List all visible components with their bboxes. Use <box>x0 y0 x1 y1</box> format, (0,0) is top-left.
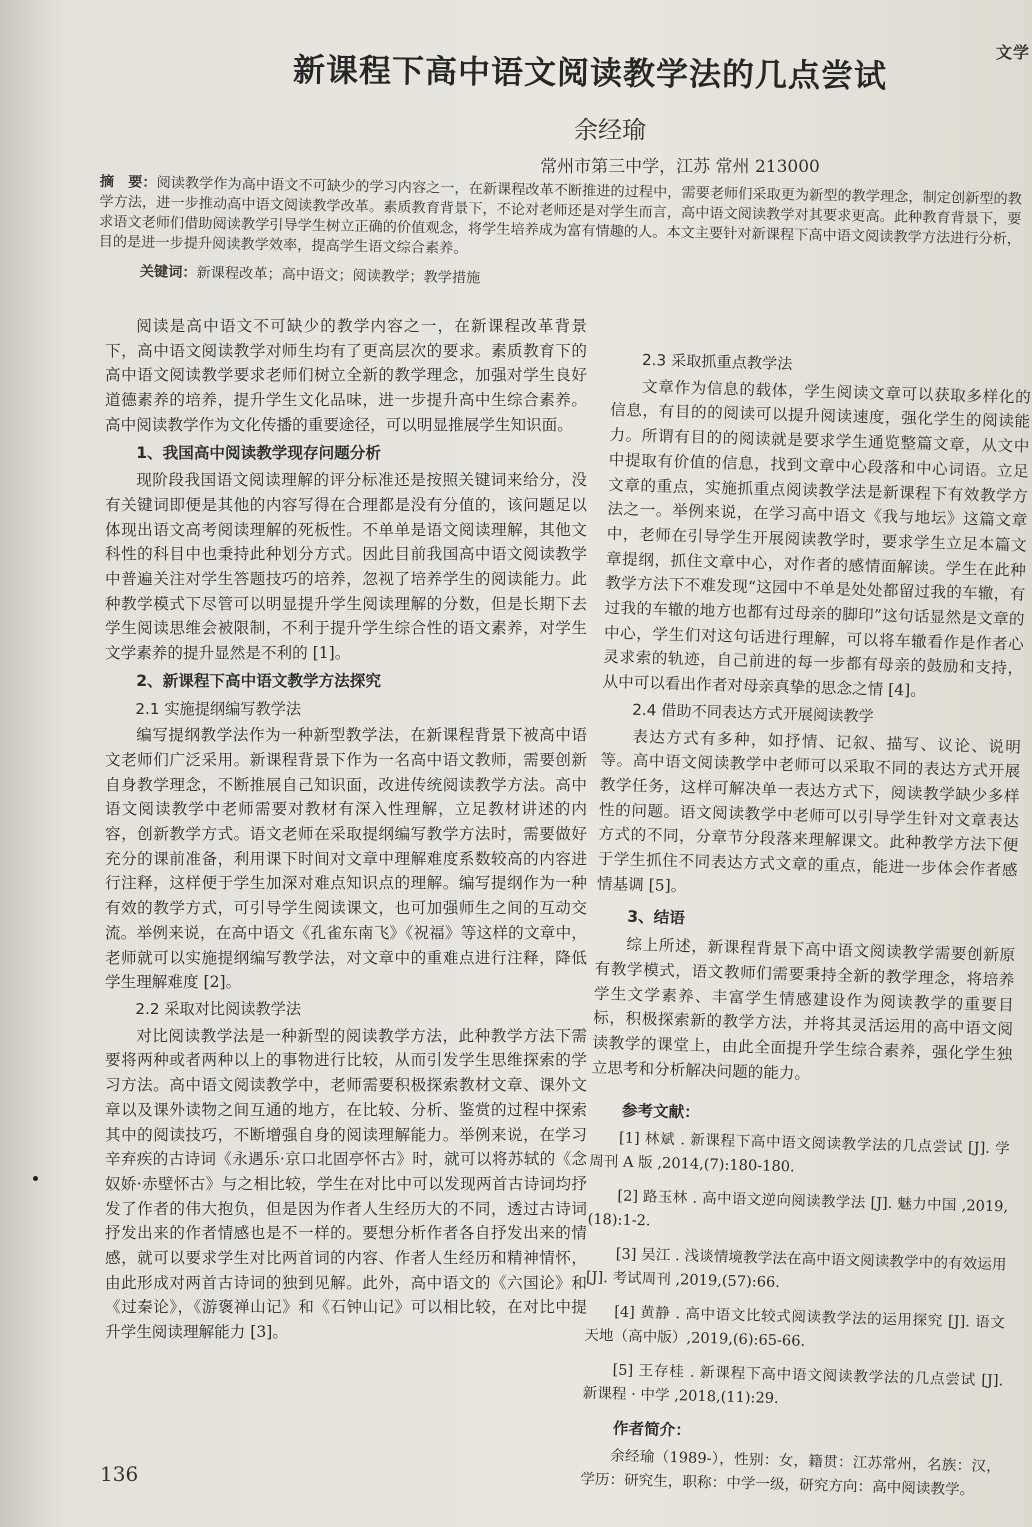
section-2-2-paragraph: 对比阅读教学法是一种新型的阅读教学方法，此种教学方法下需要将两种或者两种以上的事物进行比较，从而引发学生思维探索的学习方法。高中语文阅读教学中，老师需要积极探索教材文章、课外文章以及课外读物之间互通的地方，在比较、分析、鉴赏的过程中探索其中的阅读技巧，不断增强自身的阅读理解能力。举例来说，在学习辛弃疾的古诗词《永遇乐·京口北固亭怀古》时，就可以将苏轼的《念奴娇·赤壁怀古》与之相比较，学生在对比中可以发现两首古诗词均抒发了作者的伟大抱负，但是因为作者人生经历大的不同，透过古诗词抒发出来的作者情感也是不一样的。要想分析作者各自抒发出来的情感，就可以要求学生对比两首词的内容、作者人生经历和精神情怀，由此形成对两首古诗词的独到见解。此外，高中语文的《六国论》和《过秦论》，《游褒禅山记》和《石钟山记》可以相比较，在对比中提升学生阅读理解能力 [3]。 <box>105 1026 587 1342</box>
section-1-paragraph: 现阶段我国语文阅读理解的评分标准还是按照关键词来给分，没有关键词即便是其他的内容写得在合理都是没有分值的，该问题足以体现出语文高考阅读理解的死板性。不单单是语文阅读理解，其他文科性的科目中也秉持此种划分方式。因此目前我国高中语文阅读教学中普遍关注对学生答题技巧的培养，忽视了培养学生的阅读能力。此种教学模式下尽管可以明显提升学生阅读理解的分数，但是长期下去学生阅读思维会被限制，不利于提升学生综合性的语文素养，对学生文学素养的提升显然是不利的 [1]。 <box>105 471 587 663</box>
section-corner-tag: 文学 <box>995 43 1030 62</box>
section-1-heading: 1、我国高中阅读教学现存问题分析 <box>136 443 381 462</box>
section-2-2-heading: 2.2 采取对比阅读教学法 <box>135 999 302 1018</box>
keywords <box>140 262 1020 299</box>
section-2-1-paragraph: 编写提纲教学法作为一种新型教学法，在新课程背景下被高中语文老师们广泛采用。新课程背景下作为一名高中语文教师，需要创新自身教学理念，不断推展自己知识面，改进传统阅读教学方法。高中语文阅读教学中老师需要对教材有深入性理解，立足教材讲述的内容，创新教学方式。语文老师在采取提纲编写教学方法时，需要做好充分的课前准备，利用课下时间对文章中理解难度系数较高的内容进行注释，这样便于学生加深对难点知识点的理解。编写提纲作为一种有效的教学方式，可引导学生阅读课文，也可加强师生之间的互动交流。举例来说，在高中语文《孔雀东南飞》《祝福》等这样的文章中，老师就可以实施提纲编写教学法，对文章中的重难点进行注释，降低学生理解难度 [2]。 <box>105 726 587 992</box>
reference-item: [5] 王存桂 . 新课程下高中语文阅读教学法的几点尝试 [J]. 新课程 · 中学 ,2018,(11):29. <box>582 1361 1004 1408</box>
reference-item: [4] 黄静 . 高中语文比较式阅读教学法的运用探究 [J]. 语文天地（高中版）,2019,(6):65-66. <box>584 1303 1006 1350</box>
article-author: 余经瑜 <box>574 116 646 144</box>
author-bio: 余经瑜（1989-），性别：女，籍贯：江苏常州，名族：汉，学历：研究生，职称：中学一级，研究方向：高中阅读教学。 <box>580 1447 1002 1499</box>
section-2-3-heading: 2.3 采取抓重点教学法 <box>641 350 793 374</box>
page-number: 136 <box>100 1462 139 1486</box>
abstract-label: 摘 要： <box>99 173 157 192</box>
abstract-text: 阅读教学作为高中语文不可缺少的学习内容之一，在新课程改革不断推进的过程中，需要老师们采取更为新型的教学理念，制定创新型的教学方法，进一步推动高中语文阅读教学改革。素质教育背景下，不论对老师还是对学生而言，高中语文阅读教学对其要求更高。此种教育背景下，要求语文老师们借助阅读教学引导学生树立正确的价值观念，将学生培养成为富有情趣的人。本文主要针对新课程下高中语文阅读教学方法进行分析，目的是进一步提升阅读教学效率，提高学生语文综合素养。 <box>98 175 1023 258</box>
section-2-heading: 2、新课程下高中语文教学方法探究 <box>136 671 381 690</box>
reference-item: [1] 林斌 . 新课程下高中语文阅读教学法的几点尝试 [J]. 学周刊 A 版 ,2014,(7):180-180. <box>588 1129 1010 1176</box>
article-title: 新课程下高中语文阅读教学法的几点尝试 <box>292 50 888 96</box>
section-2-4-paragraph: 表达方式有多种，如抒情、记叙、描写、议论、说明等。高中语文阅读教学中老师可以采取不同的表达方式开展教学任务，这样可解决单一表达方式下，阅读教学缺少多样性的问题。语文阅读教学中老师可以引导学生针对文章表达方式的不同，分章节分段落来理解课文。此种教学方法下便于学生抓住不同表达方式文章的重点，能进一步体会作者感情基调 [5]。 <box>596 727 1022 896</box>
reference-item: [3] 吴江 . 浅谈情境教学法在高中语文阅读教学中的有效运用 [J]. 考试周刊 ,2019,(57):66. <box>585 1245 1007 1292</box>
author-bio-heading: 作者简介： <box>612 1419 692 1440</box>
ink-dot <box>33 1176 38 1181</box>
keywords-text: 新课程改革；高中语文；阅读教学；教学措施 <box>196 265 481 287</box>
right-column <box>580 345 1032 1503</box>
intro-paragraph: 阅读是高中语文不可缺少的教学内容之一，在新课程改革背景下，高中语文阅读教学对师生均有了更高层次的要求。素质教育下的高中语文阅读教学要求老师们树立全新的教学理念，加强对学生良好道德素养的培养，提升学生文化品味，进一步提升高中生综合素养。高中阅读教学作为文化传播的重要途径，可以明显推展学生知识面。 <box>105 317 587 434</box>
section-3-heading: 3、结语 <box>626 908 686 928</box>
reference-item: [2] 路玉林 . 高中语文逆向阅读教学法 [J]. 魅力中国 ,2019,(18):1-2. <box>587 1187 1009 1230</box>
keywords-label: 关键词： <box>139 263 197 282</box>
section-2-4-heading: 2.4 借助不同表达方式开展阅读教学 <box>631 700 874 726</box>
section-3-paragraph: 综上所述，新课程背景下高中语文阅读教学需要创新原有教学模式，语文教师们需要秉持全新的教学理念，将培养学生文学素养、丰富学生情感建设作为阅读教学的重要目标，积极探索新的教学方法，并将其灵活运用的高中语文阅读教学的课堂上，由此全面提升学生综合素养，强化学生独立思考和分析解决问题的能力。 <box>591 935 1016 1083</box>
section-2-1-heading: 2.1 实施提纲编写教学法 <box>135 699 302 718</box>
abstract <box>98 172 1024 270</box>
references-heading: 参考文献： <box>621 1101 701 1123</box>
section-2-3-paragraph: 文章作为信息的载体，学生阅读文章可以获取多样化的信息，有目的的阅读可以提升阅读速度，强化学生的阅读能力。所谓有目的的阅读就是要求学生通览整篇文章，从文中中提取有价值的信息，找到文章中心段落和中心词语。立足文章的重点，实施抓重点阅读教学法是新课程下有效教学方法之一。举例来说，在学习高中语文《我与地坛》这篇文章中，老师在引导学生开展阅读教学时，要求学生立足本篇文章提纲，抓住文章中心，对作者的感情面解读。学生在此种教学方法下不难发现“这园中不单是处处都留过我的车辙，有过我的车辙的地方也都有过母亲的脚印”这句话显然是文章的中心，学生们对这句话进行理解，可以将车辙看作是作者心灵求索的轨迹，自己前进的每一步都有母亲的鼓励和支持，从中可以看出作者对母亲真挚的思念之情 [4]。 <box>602 377 1031 701</box>
author-affiliation: 常州市第三中学，江苏 常州 213000 <box>540 157 820 177</box>
left-column <box>105 314 587 1345</box>
